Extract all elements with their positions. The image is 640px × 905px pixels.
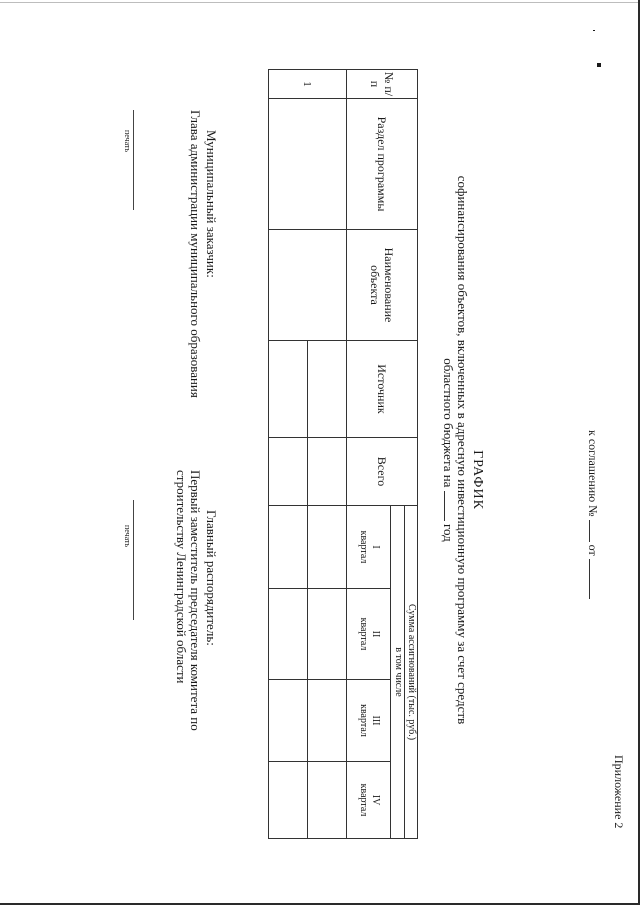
appendix-label: Приложение 2 — [612, 755, 626, 829]
row-q4-cell — [307, 762, 346, 839]
quarter-2-roman: II — [369, 630, 381, 638]
agreement-number-blank — [589, 520, 590, 542]
subtitle-line-1: софинансирования объектов, включенных в адресную инвестиционную программу за счет средств — [455, 175, 470, 725]
header-including: в том числе — [391, 506, 404, 839]
year-blank — [444, 491, 445, 521]
quarter-3-roman: III — [369, 715, 381, 726]
header-number: № п/п — [346, 70, 417, 99]
row-source-cell — [307, 341, 346, 438]
customer-stamp-label: печать — [123, 130, 132, 153]
quarter-4-word: квартал — [357, 783, 369, 817]
row-q1-cell — [269, 506, 308, 589]
agreement-prefix: к соглашению № — [586, 430, 600, 517]
schedule-table — [268, 69, 418, 839]
row-number-cell: 1 — [269, 70, 347, 99]
distributor-position: Первый заместитель председателя комитета по строительству Ленинградской области — [174, 470, 203, 731]
row-q2-cell — [307, 589, 346, 680]
row-total-cell — [307, 438, 346, 506]
row-q3-cell — [307, 680, 346, 762]
header-quarter-4 — [346, 762, 391, 839]
header-total: Всего — [346, 438, 417, 506]
quarter-3-word: квартал — [357, 704, 369, 737]
row-q2-cell — [269, 589, 308, 680]
row-object-cell — [269, 230, 347, 341]
row-q3-cell — [269, 680, 308, 762]
agreement-date-blank — [589, 559, 590, 599]
header-quarter-3 — [346, 680, 391, 762]
customer-role: Муниципальный заказчик: — [204, 130, 219, 278]
subtitle-line-2 — [441, 120, 455, 780]
agreement-between: от — [586, 544, 600, 556]
customer-position: Глава администрации муниципального образования — [188, 110, 203, 398]
agreement-reference — [585, 430, 600, 599]
row-total-cell — [269, 438, 308, 506]
header-sum: Сумма ассигнований (тыс. руб.) — [404, 506, 417, 839]
customer-signature-line — [133, 110, 134, 210]
header-quarter-2 — [346, 589, 391, 680]
row-q1-cell — [307, 506, 346, 589]
quarter-1-roman: I — [369, 545, 381, 549]
quarter-1-word: квартал — [357, 530, 369, 564]
header-quarter-1 — [346, 506, 391, 589]
subtitle-budget: областного бюджета на — [441, 358, 456, 488]
quarter-2-word: квартал — [357, 617, 369, 651]
quarter-4-roman: IV — [369, 794, 381, 806]
row-q4-cell — [269, 762, 308, 839]
header-section: Раздел программы — [346, 99, 417, 230]
distributor-signature-line — [133, 500, 134, 620]
document-subtitle — [441, 120, 469, 780]
distributor-role: Главный распорядитель: — [204, 510, 219, 646]
row-section-cell — [269, 99, 347, 230]
document-title: ГРАФИК — [470, 450, 485, 510]
header-object: Наименование объекта — [346, 230, 417, 341]
row-source-cell — [269, 341, 308, 438]
header-source: Источник — [346, 341, 417, 438]
distributor-stamp-label: печать — [123, 525, 132, 548]
subtitle-year: год — [441, 523, 456, 542]
